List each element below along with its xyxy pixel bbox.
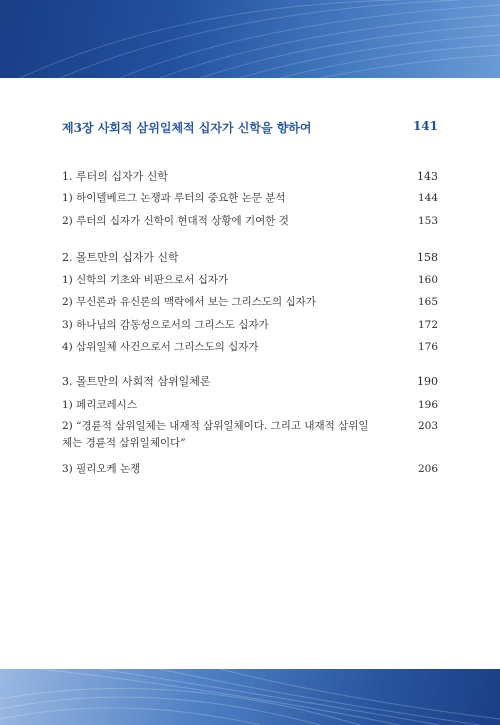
toc-item-page: 176 [417,341,438,353]
toc-item-title: 1) 신학의 기초와 비판으로서 십자가 [62,274,229,286]
toc-item-page: 165 [417,296,438,308]
toc-item-page: 172 [417,319,438,331]
toc-section-page: 158 [417,251,438,264]
toc-item-page: 196 [417,399,438,411]
toc-item-page: 160 [417,274,438,286]
toc-section-page: 143 [417,170,438,183]
toc-item-title: 1) 페리코레시스 [62,399,137,411]
toc-item-title: 1) 하이델베르그 논쟁과 루터의 중요한 논문 분석 [62,192,286,204]
toc-item-page: 203 [417,420,438,432]
toc-item-title: 2) “경륜적 삼위일체는 내재적 삼위일체이다. 그리고 내재적 삼위일체는 경륜적 삼위일체이다” [62,420,369,449]
toc-item-page: 206 [417,463,438,475]
footer-decoration-band [0,669,500,725]
toc-item-title: 3) 필리오케 논쟁 [62,463,141,475]
header-decoration-band [0,0,500,78]
toc-section-title: 2. 몰트만의 십자가 신학 [62,251,179,264]
toc-item-title: 4) 삼위일체 사건으로서 그리스도의 십자가 [62,341,259,353]
toc-item-page: 153 [417,215,438,227]
toc-item-page: 144 [417,192,438,204]
toc-item-title: 3) 하나님의 감동성으로서의 그리스도 십자가 [62,319,269,331]
chapter-title: 제3장 사회적 삼위일체적 십자가 신학을 향하여 [62,121,312,135]
toc-section-title: 1. 루터의 십자가 신학 [62,170,168,183]
footer-wave-lines [0,669,500,725]
chapter-page: 141 [412,119,438,133]
toc-item-title: 2) 루터의 십자가 신학이 현대적 상황에 기여한 것 [62,215,289,227]
toc-section-page: 190 [417,375,438,388]
header-wave-lines [0,0,500,78]
chapter-heading [62,119,438,139]
toc-item-title: 2) 무신론과 유신론의 맥락에서 보는 그리스도의 십자가 [62,296,316,308]
toc-section-title: 3. 몰트만의 사회적 삼위일체론 [62,375,211,388]
